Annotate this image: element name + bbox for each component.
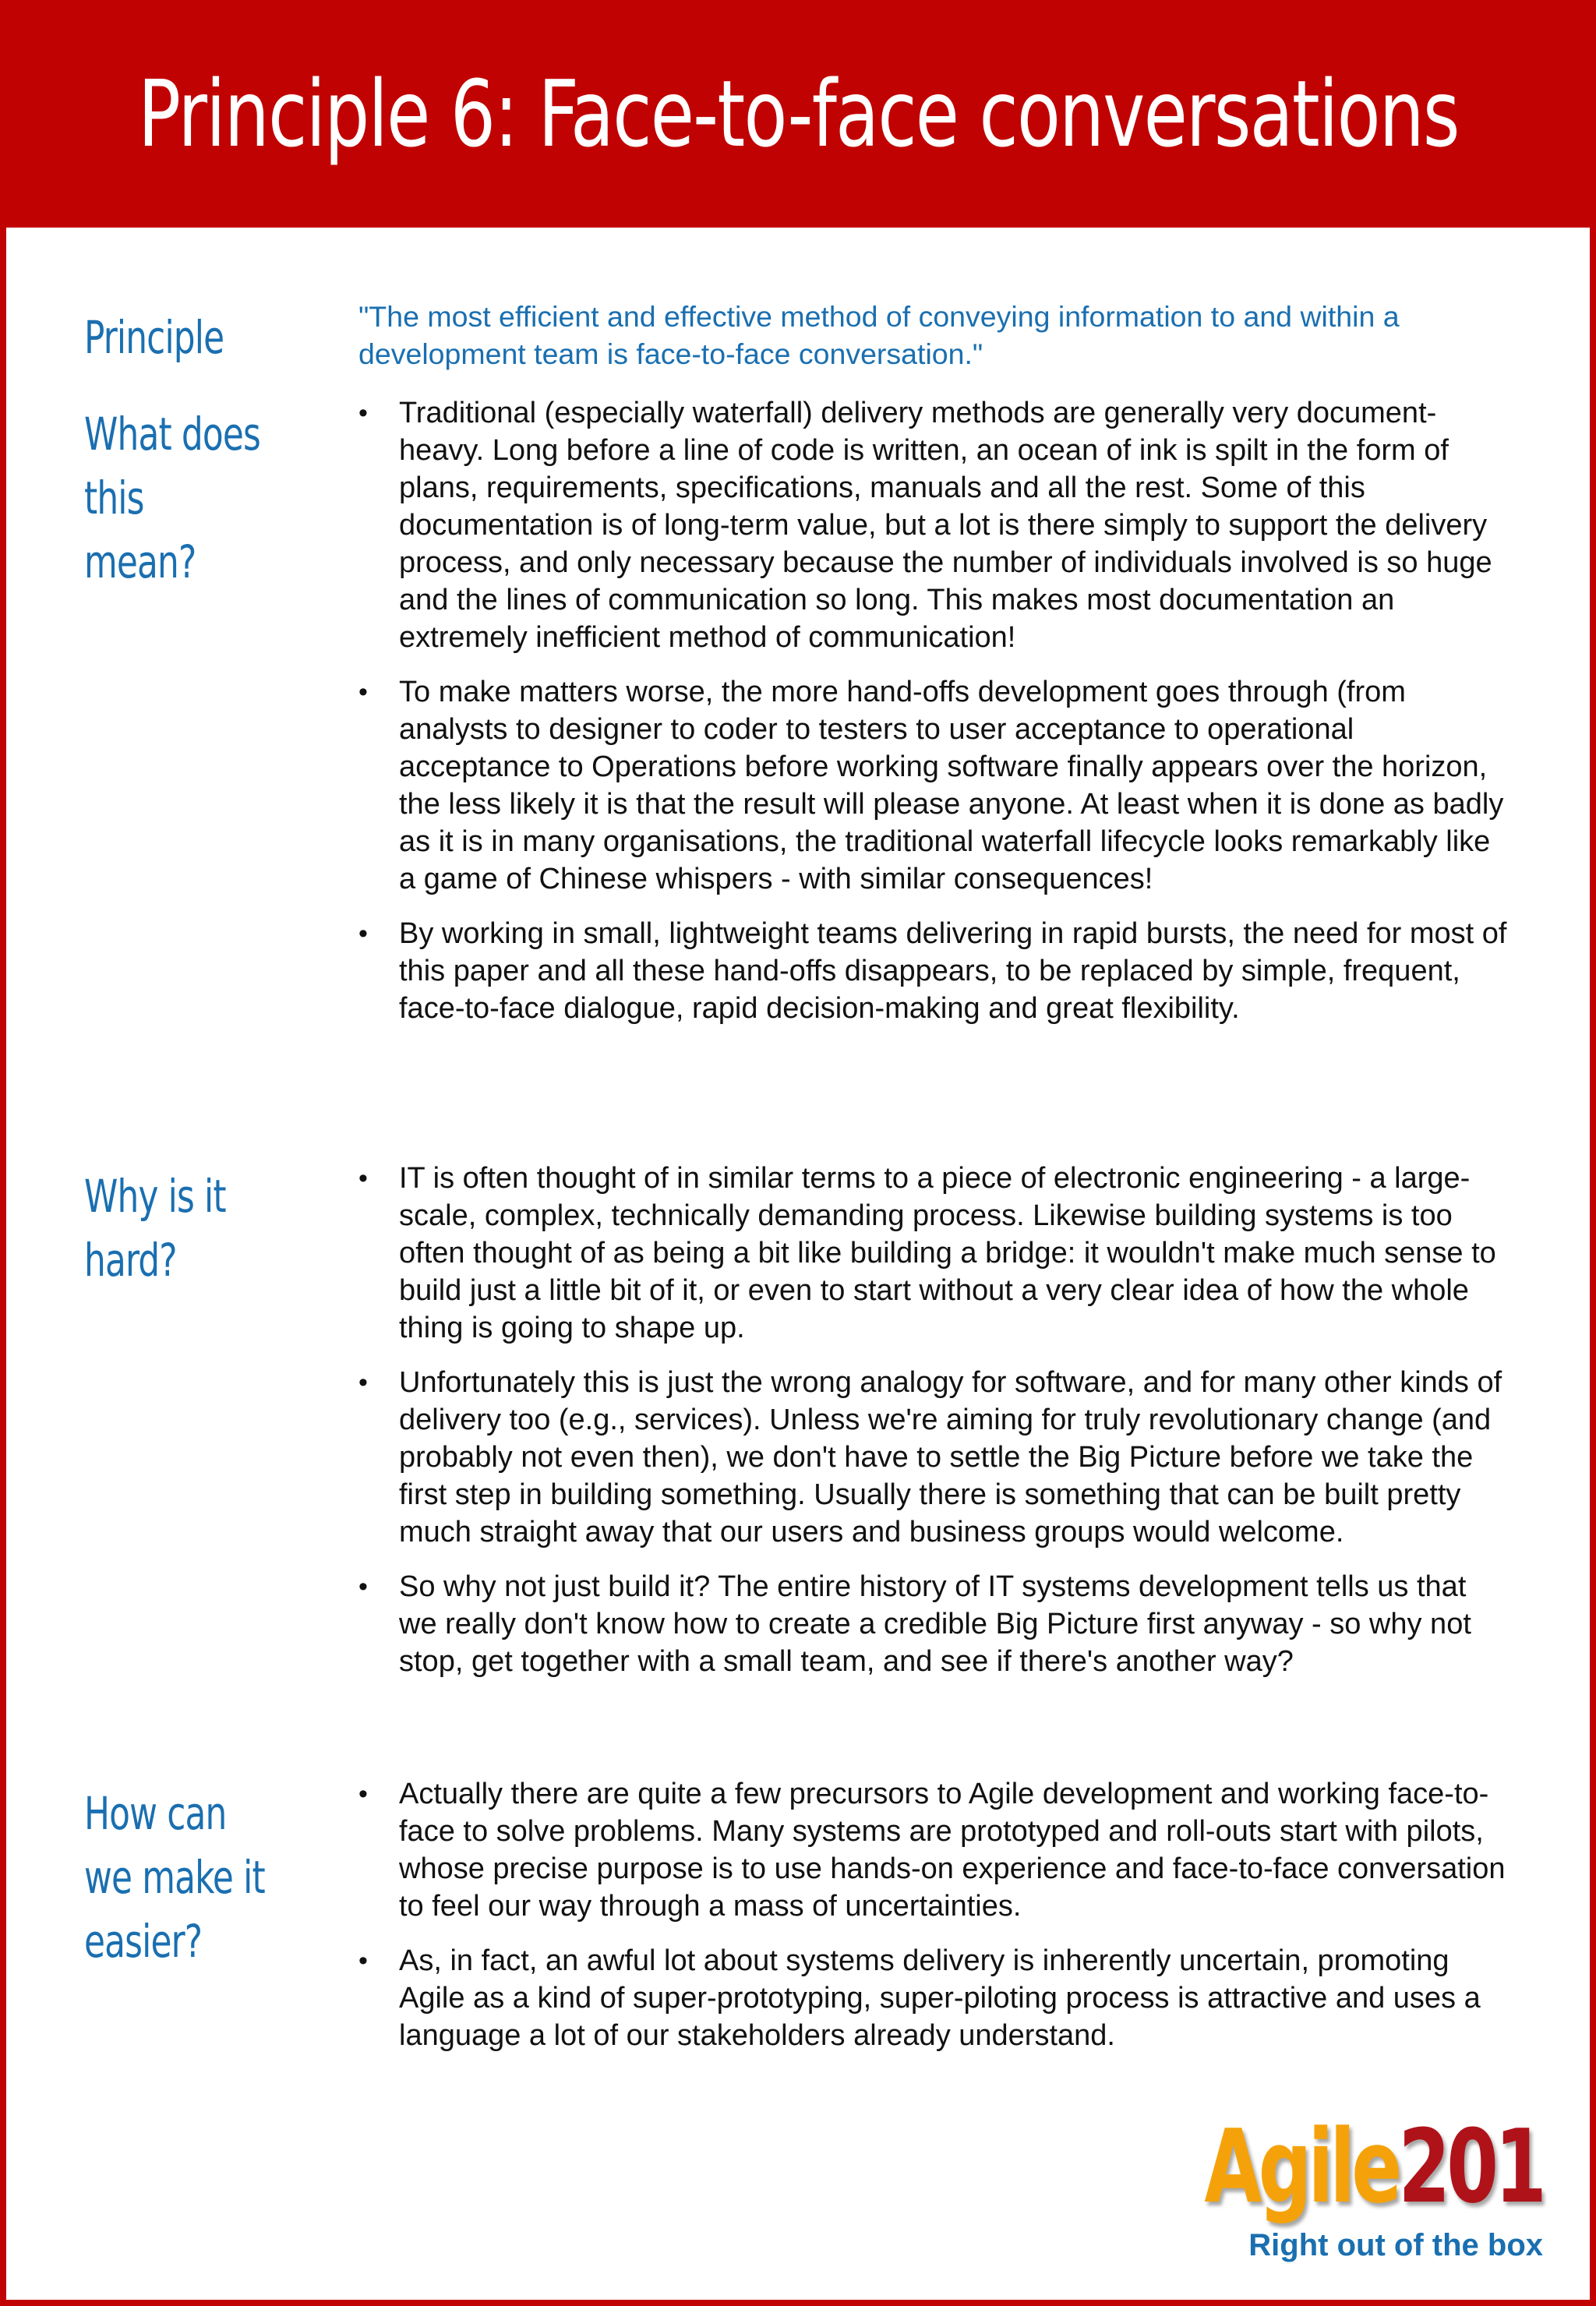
list-item [351, 394, 1512, 656]
bullet-icon: • [358, 677, 368, 707]
list-item [351, 915, 1512, 1027]
list-item-text: IT is often thought of in similar terms to a piece of electronic engineering - a large-scale, complex, technically demanding process. Likewise building systems is too often thought of as being a bit like building a bridge: it wouldn't make much sense to build just a little bit of it, or even to start without a very clear idea of how the whole thing is going to shape up. [399, 1162, 1496, 1344]
bullet-icon: • [358, 1368, 368, 1397]
why-hard-list [351, 1160, 1512, 1697]
bullet-icon: • [358, 398, 368, 428]
bullet-icon: • [358, 1164, 368, 1193]
label-what-does-this-mean: What does this mean? [84, 408, 260, 588]
title-banner [0, 0, 1596, 228]
list-item-text: Unfortunately this is just the wrong analogy for software, and for many other kinds of delivery too (e.g., services). Unless we're aiming for truly revolutionary change (and probably not even then), we don't have to settle the Big Picture before we take the first step in building something. Usually there is something that can be built pretty much straight away that our users and business groups would welcome. [399, 1366, 1502, 1549]
label-how-can-we-make-it-easier: How can we make it easier? [84, 1787, 265, 1968]
list-item [351, 1364, 1512, 1551]
logo-number: 201 [1398, 2107, 1543, 2226]
list-item [351, 673, 1512, 898]
list-item [351, 1568, 1512, 1680]
bullet-icon: • [358, 1572, 368, 1601]
label-principle: Principle [84, 311, 224, 364]
agile201-logo [1130, 2107, 1543, 2263]
meaning-list [351, 394, 1512, 1044]
list-item-text: As, in fact, an awful lot about systems delivery is inherently uncertain, promoting Agile as a kind of super-prototyping, super-piloting process is attractive and uses a language a lot of our stakeholders already understand. [399, 1944, 1481, 2052]
bullet-icon: • [358, 1779, 368, 1809]
list-item-text: Actually there are quite a few precursors to Agile development and working face-to-face to solve problems. Many systems are prototyped and roll-outs start with pilots, whose precise purpose is to use hands-on experience and face-to-face conversation to feel our way through a mass of uncertainties. [399, 1778, 1506, 1923]
label-why-is-it-hard: Why is it hard? [84, 1170, 226, 1287]
list-item-text: To make matters worse, the more hand-offs development goes through (from analysts to designer to coder to testers to user acceptance to operational acceptance to Operations before working software finally appears over the horizon, the less likely it is that the result will please anyone. At least when it is done as badly as it is in many organisations, the traditional waterfall lifecycle looks remarkably like a game of Chinese whispers - with similar consequences! [399, 676, 1504, 895]
logo-wordmark [1204, 2107, 1543, 2226]
list-item [351, 1160, 1512, 1347]
bullet-icon: • [358, 919, 368, 948]
list-item [351, 1942, 1512, 2054]
logo-tagline: Right out of the box [1248, 2228, 1543, 2262]
page-title: Principle 6: Face-to-face conversations [137, 60, 1459, 168]
list-item [351, 1775, 1512, 1925]
principle-quote: "The most efficient and effective method of conveying information to and within a development team is face-to-face conversation." [358, 300, 1400, 370]
list-item-text: Traditional (especially waterfall) delivery methods are generally very document-heavy. Long before a line of code is written, an ocean of ink is spilt in the form of plans, requirements, specifications, manuals and all the rest. Some of this documentation is of long-term value, but a lot is there simply to support the delivery process, and only necessary because the number of individuals involved is so huge and the lines of communication so long. This makes most documentation an extremely inefficient method of communication! [399, 397, 1492, 654]
list-item-text: By working in small, lightweight teams delivering in rapid bursts, the need for most of this paper and all these hand-offs disappears, to be replaced by simple, frequent, face-to-face dialogue, rapid decision-making and great flexibility. [399, 917, 1507, 1025]
bullet-icon: • [358, 1946, 368, 1976]
list-item-text: So why not just build it? The entire history of IT systems development tells us that we really don't know how to create a credible Big Picture first anyway - so why not stop, get together with a small team, and see if there's another way? [399, 1570, 1471, 1678]
logo-word-agile: Agile [1204, 2107, 1399, 2226]
easier-list [351, 1775, 1512, 2071]
